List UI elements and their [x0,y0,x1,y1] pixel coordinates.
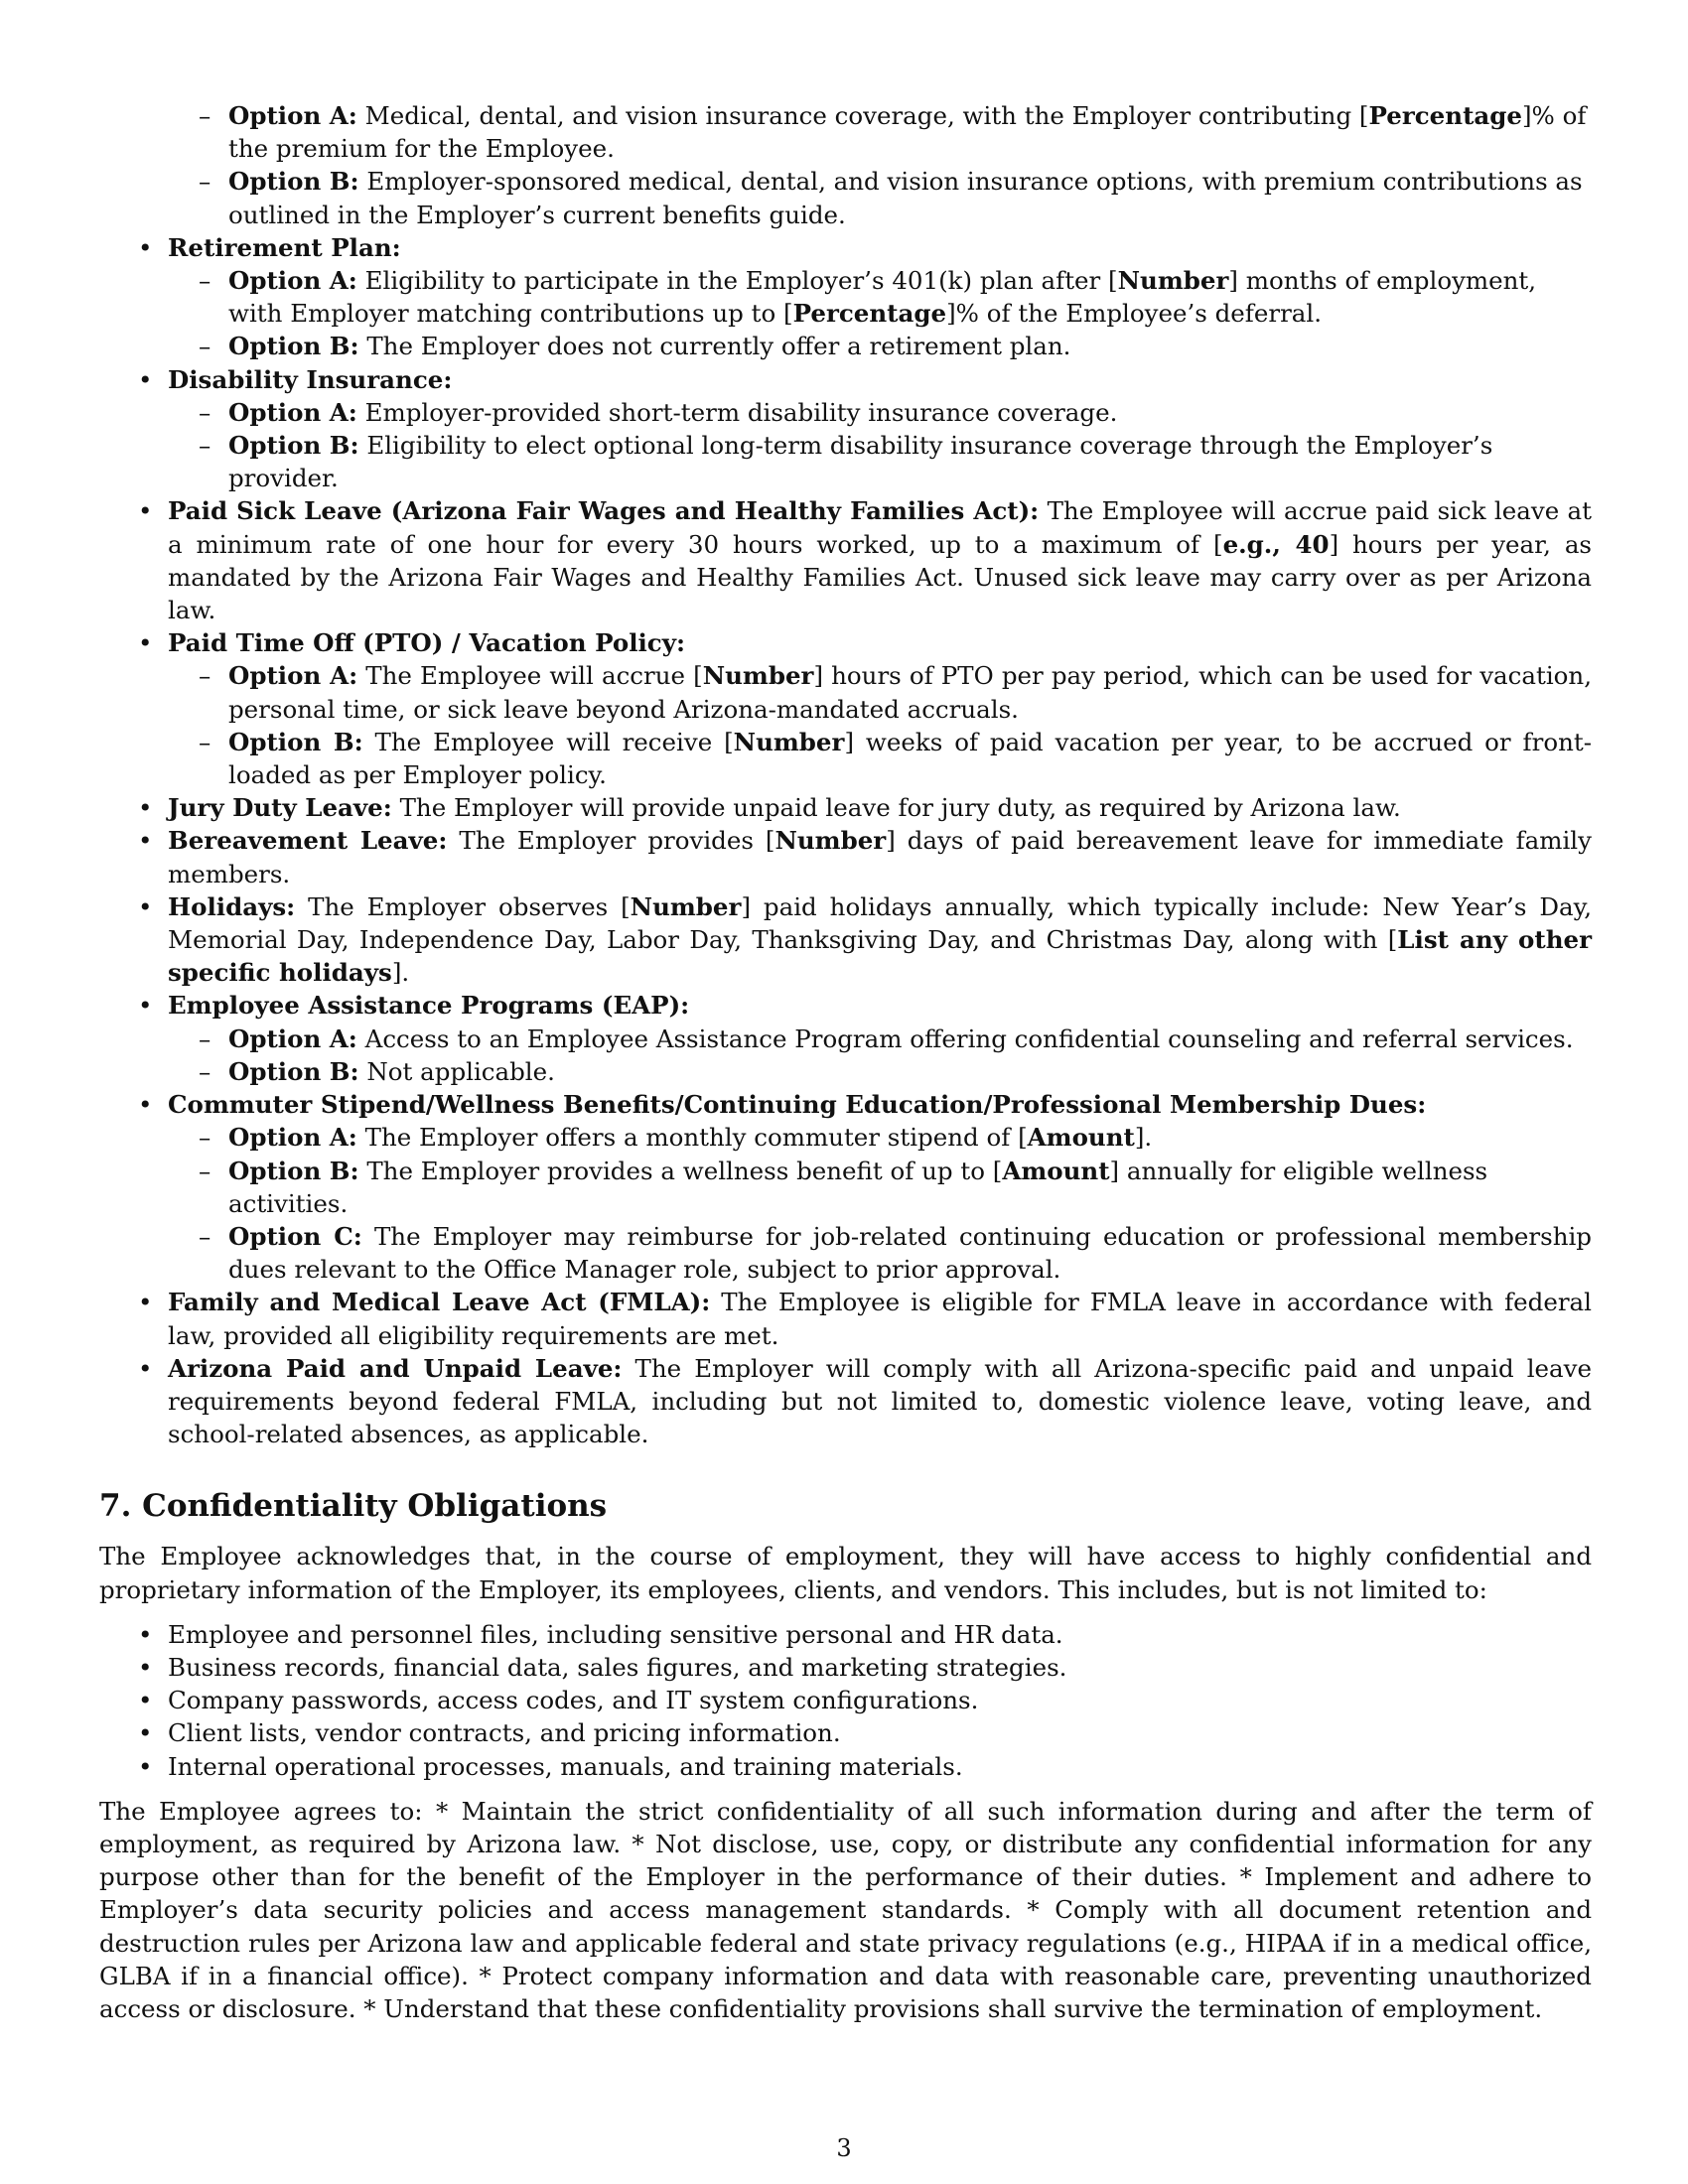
benefit-eap: • Employee Assistance Programs (EAP): – Option A: Access to an Employee Assistance Program offering confidential counseling and referral services. – Option B: Not applicable. [99,989,1592,1088]
option-item: – Option B: The Employer does not currently offer a retirement plan. [168,330,1592,362]
page-number: 3 [836,2134,852,2162]
benefit-arizona-leave: • Arizona Paid and Unpaid Leave: The Employer will comply with all Arizona-specific paid and unpaid leave requirements beyond federal FMLA, including but not limited to, domestic violence leave, voting leave, and school-related absences, as applicable. [99,1352,1592,1451]
commuter-options [168,1121,1592,1286]
option-item: – Option C: The Employer may reimburse for job-related continuing education or professional membership dues relevant to the Office Manager role, subject to prior approval. [168,1220,1592,1286]
benefit-jury-duty-leave: • Jury Duty Leave: The Employer will provide unpaid leave for jury duty, as required by Arizona law. [99,791,1592,824]
retirement-options [168,264,1592,363]
benefit-pto-vacation: • Paid Time Off (PTO) / Vacation Policy: – Option A: The Employee will accrue [Number] hours of PTO per pay period, which can be used for vacation, personal time, or sick leave beyond Arizona-mandated accruals. – Option B: The Employee will receive [Number] weeks of paid vacation per year, to be accrued or front-loaded as per Employer policy. [99,626,1592,791]
list-item: • Business records, financial data, sales figures, and marketing strategies. [99,1651,1592,1684]
section-heading: 7. Confidentiality Obligations [99,1488,608,1525]
confidentiality-agreement: The Employee agrees to: * Maintain the strict confidentiality of all such information during and after the term of employment, as required by Arizona law. * Not disclose, use, copy, or distribute any confidential information for any purpose other than for the benefit of the Employer in the performance of their duties. * Implement and adhere to Employer’s data security policies and access management standards. * Comply with all document retention and destruction rules per Arizona law and applicable federal and state privacy regulations (e.g., HIPAA if in a medical office, GLBA if in a financial office). * Protect company information and data with reasonable care, preventing unauthorized access or disclosure. * Understand that these confidentiality provisions shall survive the termination of employment. [99,1796,1592,2023]
confidentiality-intro: The Employee acknowledges that, in the course of employment, they will have access to highly confidential and proprietary information of the Employer, its employees, clients, and vendors. This includes, but is not limited to: [99,1542,1592,1604]
list-item: • Client lists, vendor contracts, and pricing information. [99,1716,1592,1749]
benefit-fmla: • Family and Medical Leave Act (FMLA): The Employee is eligible for FMLA leave in accordance with federal law, provided all eligibility requirements are met. [99,1286,1592,1351]
option-item: – Option A: Eligibility to participate in the Employer’s 401(k) plan after [Number] months of employment, with Employer matching contributions up to [Percentage]% of the Employee’s deferral. [168,264,1592,330]
list-item: • Company passwords, access codes, and IT system configurations. [99,1684,1592,1716]
insurance-options-list [99,99,1592,231]
insurance-option-b: – Option B: Employer-sponsored medical, dental, and vision insurance options, with premium contributions as outlined in the Employer’s current benefits guide. [99,165,1592,230]
option-item: – Option B: Not applicable. [168,1055,1592,1088]
option-item: – Option A: Access to an Employee Assistance Program offering confidential counseling and referral services. [168,1023,1592,1055]
option-item: – Option A: The Employer offers a monthly commuter stipend of [Amount]. [168,1121,1592,1154]
option-item: – Option B: Eligibility to elect optional long-term disability insurance coverage through the Employer’s provider. [168,429,1592,494]
eap-options [168,1023,1592,1088]
confidential-info-list [99,1618,1592,1783]
pto-options [168,659,1592,791]
benefit-retirement-plan: • Retirement Plan: – Option A: Eligibility to participate in the Employer’s 401(k) plan after [Number] months of employment, with Employer matching contributions up to [Percentage]% of the Employee’s deferral. – Option B: The Employer does not currently offer a retirement plan. [99,231,1592,363]
insurance-option-a: – Option A: Medical, dental, and vision insurance coverage, with the Employer contributing [Percentage]% of the premium for the Employee. [99,99,1592,165]
benefit-bereavement-leave: • Bereavement Leave: The Employer provides [Number] days of paid bereavement leave for immediate family members. [99,824,1592,889]
benefit-commuter-wellness: • Commuter Stipend/Wellness Benefits/Continuing Education/Professional Membership Dues: – Option A: The Employer offers a monthly commuter stipend of [Amount]. – Option B: The Employer provides a wellness benefit of up to [Amount] annually for eligible wellness activities. – Option C: The Employer may reimburse for job-related continuing education or professional membership dues relevant to the Office Manager role, subject to prior approval. [99,1088,1592,1286]
list-item: • Employee and personnel files, including sensitive personal and HR data. [99,1618,1592,1651]
benefit-holidays: • Holidays: The Employer observes [Number] paid holidays annually, which typically include: New Year’s Day, Memorial Day, Independence Day, Labor Day, Thanksgiving Day, and Christmas Day, along with [List any other specific holidays]. [99,890,1592,990]
benefit-paid-sick-leave: • Paid Sick Leave (Arizona Fair Wages and Healthy Families Act): The Employee will accrue paid sick leave at a minimum rate of one hour for every 30 hours worked, up to a maximum of [e.g., 40] hours per year, as mandated by the Arizona Fair Wages and Healthy Families Act. Unused sick leave may carry over as per Arizona law. [99,494,1592,626]
option-item: – Option A: The Employee will accrue [Number] hours of PTO per pay period, which can be used for vacation, personal time, or sick leave beyond Arizona-mandated accruals. [168,659,1592,725]
option-item: – Option A: Employer-provided short-term disability insurance coverage. [168,396,1592,429]
document-page [99,99,1592,2037]
benefits-list [99,231,1592,1451]
benefit-disability-insurance: • Disability Insurance: – Option A: Employer-provided short-term disability insurance coverage. – Option B: Eligibility to elect optional long-term disability insurance coverage through the Employer’s provider. [99,363,1592,495]
list-item: • Internal operational processes, manuals, and training materials. [99,1750,1592,1783]
option-item: – Option B: The Employee will receive [Number] weeks of paid vacation per year, to be accrued or front-loaded as per Employer policy. [168,726,1592,791]
disability-options [168,396,1592,495]
option-item: – Option B: The Employer provides a wellness benefit of up to [Amount] annually for eligible wellness activities. [168,1155,1592,1220]
